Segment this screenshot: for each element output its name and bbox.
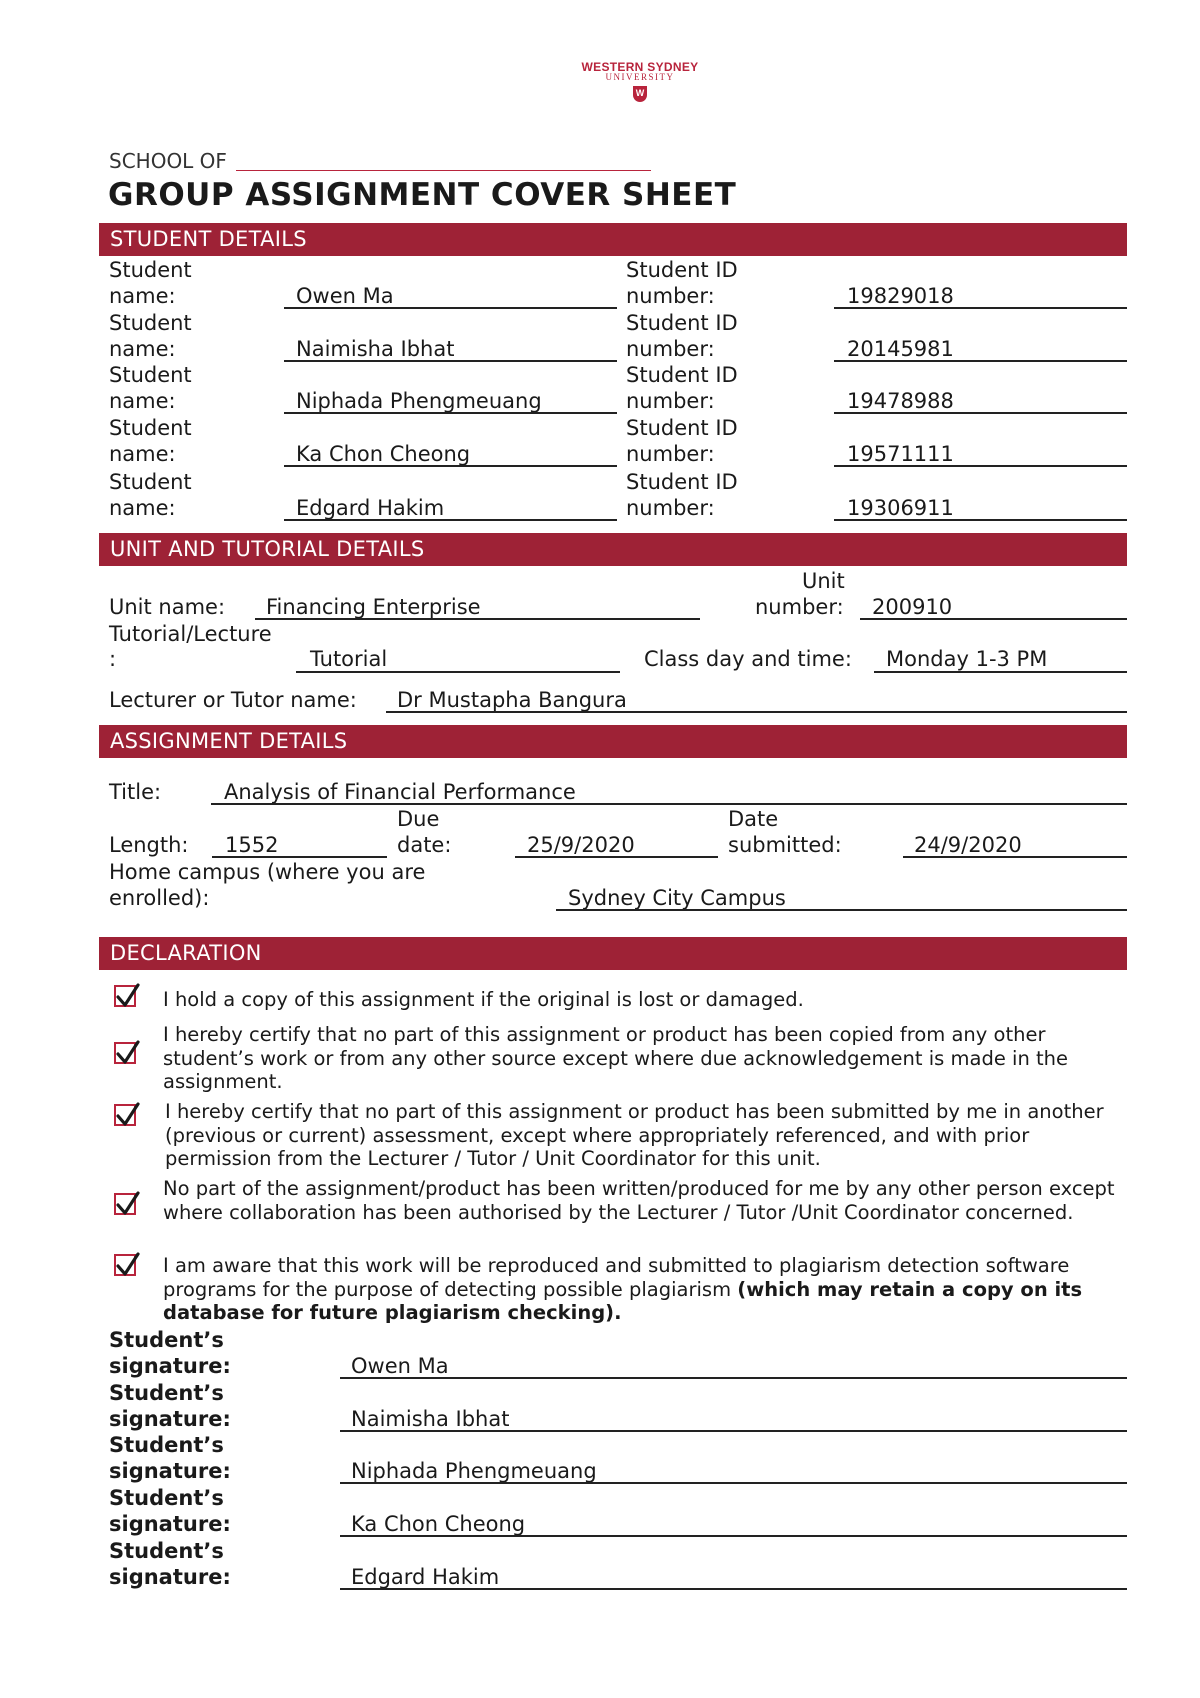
submitted-label-1: Date [728, 807, 779, 831]
student-id-label: Student ID [626, 258, 738, 282]
signature-label-2: signature: [109, 1354, 231, 1378]
student-id-label-2: number: [626, 389, 715, 413]
logo-line-1: WESTERN SYDNEY [581, 60, 699, 74]
campus-label-1: Home campus (where you are [109, 860, 426, 884]
due-line [515, 856, 718, 858]
lecturer-line [386, 711, 1127, 713]
tutorial-label-2: : [109, 647, 117, 671]
signature-label: Student’s [109, 1486, 224, 1510]
submitted-value: 24/9/2020 [914, 833, 1022, 857]
student-name-label: Student [109, 416, 192, 440]
signature-label: Student’s [109, 1539, 224, 1563]
signature-label: Student’s [109, 1328, 224, 1352]
class-day-label: Class day and time: [644, 647, 852, 671]
due-value: 25/9/2020 [527, 833, 635, 857]
length-value: 1552 [225, 833, 279, 857]
student-name-label-2: name: [109, 442, 176, 466]
tutorial-label-1: Tutorial/Lecture [109, 622, 272, 646]
student-id-value: 20145981 [847, 337, 954, 361]
lecturer-label: Lecturer or Tutor name: [109, 688, 357, 712]
student-id-label-2: number: [626, 284, 715, 308]
student-id-value: 19306911 [847, 496, 954, 520]
student-name-line [284, 519, 617, 521]
student-name-value: Edgard Hakim [296, 496, 445, 520]
school-of-line [236, 170, 651, 171]
student-id-label: Student ID [626, 363, 738, 387]
student-name-line [284, 307, 617, 309]
student-name-label: Student [109, 258, 192, 282]
student-name-value: Ka Chon Cheong [296, 442, 471, 466]
logo-mark: W [633, 86, 647, 102]
title-label: Title: [109, 780, 162, 804]
student-name-label-2: name: [109, 496, 176, 520]
student-name-label: Student [109, 470, 192, 494]
student-id-label-2: number: [626, 496, 715, 520]
declaration-checkbox[interactable] [114, 1254, 136, 1276]
assignment-title-value: Analysis of Financial Performance [224, 780, 576, 804]
tutorial-line [296, 671, 620, 673]
university-logo [560, 60, 720, 126]
student-id-label: Student ID [626, 416, 738, 440]
student-name-line [284, 360, 617, 362]
unit-details-title: UNIT AND TUTORIAL DETAILS [110, 537, 425, 561]
student-id-value: 19829018 [847, 284, 954, 308]
class-day-line [874, 671, 1127, 673]
student-name-label-2: name: [109, 389, 176, 413]
class-day-value: Monday 1-3 PM [886, 647, 1048, 671]
declaration-text: I am aware that this work will be reproduced and submitted to plagiarism detection software programs for the purpose of detecting possible plagiarism (which may retain a copy on its database for future plagiarism checking). [163, 1254, 1083, 1324]
signature-label-2: signature: [109, 1565, 231, 1589]
student-name-value: Owen Ma [296, 284, 394, 308]
signature-label: Student’s [109, 1381, 224, 1405]
unit-details-header [99, 533, 1127, 566]
signature-line [340, 1535, 1127, 1537]
submitted-line [903, 856, 1127, 858]
student-name-line [284, 465, 617, 467]
student-name-label-2: name: [109, 337, 176, 361]
student-id-line [834, 307, 1127, 309]
unit-name-label: Unit name: [109, 595, 226, 619]
declaration-text: I hereby certify that no part of this assignment or product has been copied from any other student’s work or from any other source except where due acknowledgement is made in the assignment. [163, 1023, 1069, 1093]
signature-value: Edgard Hakim [351, 1565, 500, 1589]
signature-label-2: signature: [109, 1407, 231, 1431]
page-title: GROUP ASSIGNMENT COVER SHEET [108, 177, 737, 213]
signature-line [340, 1377, 1127, 1379]
student-name-label: Student [109, 311, 192, 335]
length-line [212, 856, 387, 858]
student-name-value: Naimisha Ibhat [296, 337, 455, 361]
signature-value: Owen Ma [351, 1354, 449, 1378]
student-name-label-2: name: [109, 284, 176, 308]
length-label: Length: [109, 833, 189, 857]
declaration-header [99, 937, 1127, 970]
due-label-1: Due [397, 807, 440, 831]
campus-label-2: enrolled): [109, 886, 210, 910]
student-id-line [834, 465, 1127, 467]
tutorial-value: Tutorial [310, 647, 388, 671]
declaration-checkbox[interactable] [114, 1104, 136, 1126]
student-id-label: Student ID [626, 470, 738, 494]
school-of-label: SCHOOL OF [109, 149, 227, 173]
student-name-value: Niphada Phengmeuang [296, 389, 542, 413]
declaration-checkbox[interactable] [114, 985, 136, 1007]
signature-label-2: signature: [109, 1459, 231, 1483]
assignment-details-title: ASSIGNMENT DETAILS [110, 729, 348, 753]
student-name-line [284, 412, 617, 414]
logo-line-2: UNIVERSITY [605, 72, 675, 82]
signature-label-2: signature: [109, 1512, 231, 1536]
declaration-text: No part of the assignment/product has been written/produced for me by any other person except where collaboration has been authorised by the Lecturer / Tutor /Unit Coordinator concerned. [163, 1177, 1115, 1224]
student-id-label-2: number: [626, 442, 715, 466]
unit-number-value: 200910 [872, 595, 953, 619]
signature-label: Student’s [109, 1433, 224, 1457]
signature-value: Naimisha Ibhat [351, 1407, 510, 1431]
student-id-line [834, 412, 1127, 414]
signature-value: Niphada Phengmeuang [351, 1459, 597, 1483]
campus-value: Sydney City Campus [568, 886, 786, 910]
declaration-bold-text: (which may retain a copy on its database for future plagiarism checking). [163, 1277, 1083, 1324]
student-id-value: 19571111 [847, 442, 954, 466]
assignment-title-line [211, 803, 1127, 805]
declaration-checkbox[interactable] [114, 1042, 136, 1064]
declaration-title: DECLARATION [110, 941, 262, 965]
student-id-label-2: number: [626, 337, 715, 361]
student-details-header [99, 223, 1127, 256]
campus-line [556, 909, 1127, 911]
signature-line [340, 1430, 1127, 1432]
lecturer-value: Dr Mustapha Bangura [397, 688, 627, 712]
student-id-value: 19478988 [847, 389, 954, 413]
assignment-details-header [99, 725, 1127, 758]
signature-value: Ka Chon Cheong [351, 1512, 526, 1536]
unit-name-value: Financing Enterprise [266, 595, 481, 619]
student-id-line [834, 519, 1127, 521]
due-label-2: date: [397, 833, 452, 857]
student-details-title: STUDENT DETAILS [110, 227, 307, 251]
declaration-text: I hold a copy of this assignment if the original is lost or damaged. [163, 988, 804, 1011]
unit-number-label-1: Unit [802, 569, 845, 593]
unit-number-line [860, 618, 1127, 620]
student-id-line [834, 360, 1127, 362]
unit-name-line [255, 618, 700, 620]
submitted-label-2: submitted: [728, 833, 842, 857]
declaration-checkbox[interactable] [114, 1193, 136, 1215]
student-id-label: Student ID [626, 311, 738, 335]
declaration-text: I hereby certify that no part of this assignment or product has been submitted by me in another (previous or current) assessment, except where appropriately referenced, and with prior permission from the Lecturer / Tutor / Unit Coordinator for this unit. [165, 1100, 1104, 1170]
signature-line [340, 1482, 1127, 1484]
unit-number-label-2: number: [755, 595, 844, 619]
student-name-label: Student [109, 363, 192, 387]
signature-line [340, 1588, 1127, 1590]
